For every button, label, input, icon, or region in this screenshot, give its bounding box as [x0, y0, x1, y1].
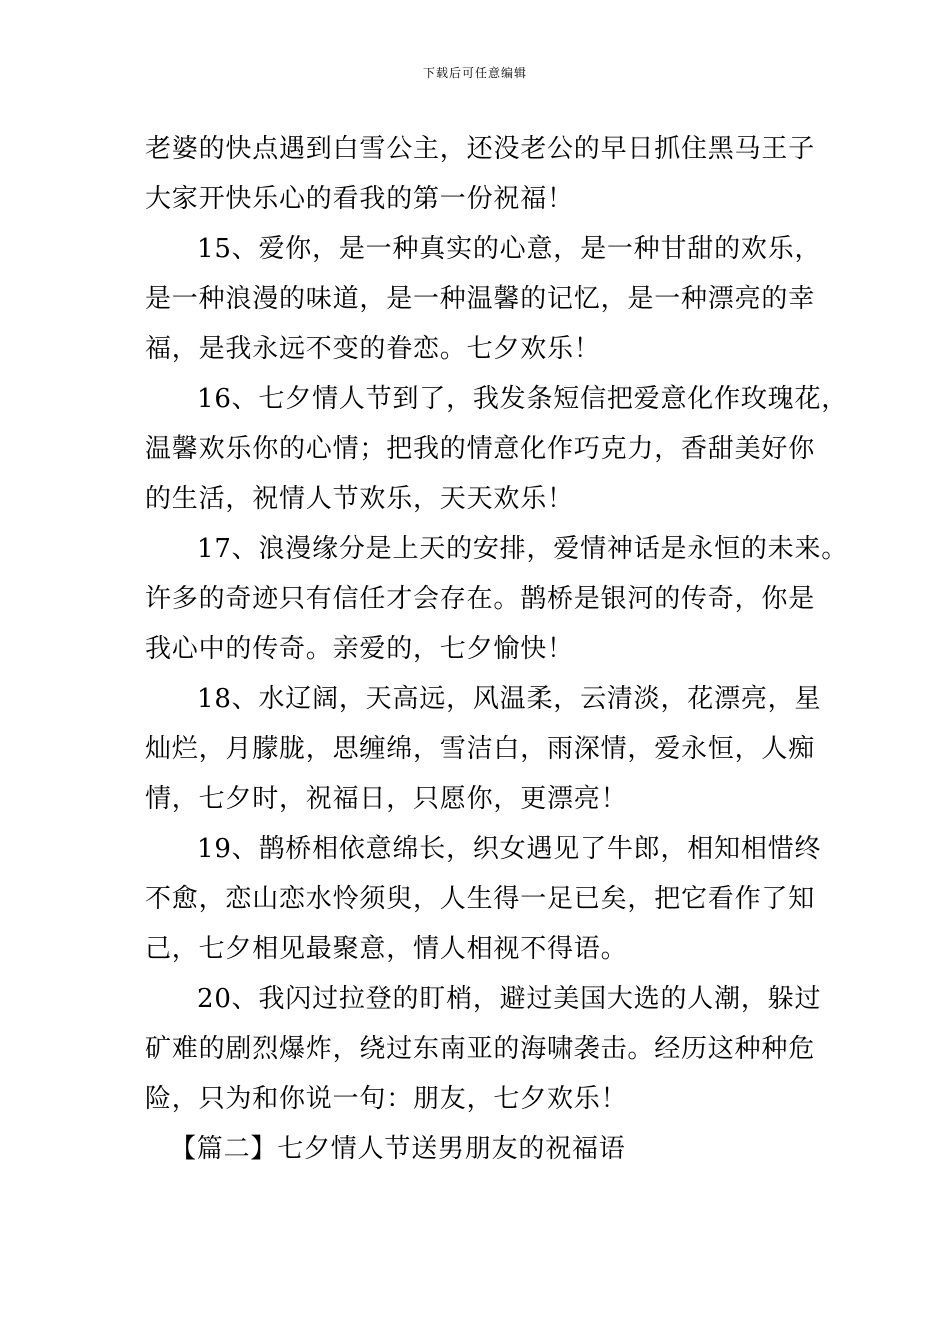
- text-line: 情，七夕时，祝福日，只愿你，更漂亮！: [145, 784, 628, 814]
- text-line: 矿难的剧烈爆炸，绕过东南亚的海啸袭击。经历这种种危: [145, 1034, 816, 1064]
- text-line: 温馨欢乐你的心情；把我的情意化作巧克力，香甜美好你: [145, 434, 816, 464]
- text-line: 18、水辽阔，天高远，风温柔，云清淡，花漂亮，星: [197, 684, 822, 714]
- text-line: 福，是我永远不变的眷恋。七夕欢乐！: [145, 334, 601, 364]
- text-line: 是一种浪漫的味道，是一种温馨的记忆，是一种漂亮的幸: [145, 284, 816, 314]
- text-line: 险，只为和你说一句：朋友，七夕欢乐！: [145, 1084, 628, 1114]
- text-line: 许多的奇迹只有信任才会存在。鹊桥是银河的传奇，你是: [145, 584, 816, 614]
- text-line: 己，七夕相见最聚意，情人相视不得语。: [145, 934, 628, 964]
- text-line: 17、浪漫缘分是上天的安排，爱情神话是永恒的未来。: [197, 534, 849, 564]
- page-header: 下载后可任意编辑: [422, 66, 527, 80]
- text-line: 我心中的传奇。亲爱的，七夕愉快！: [145, 634, 574, 664]
- text-line: 19、鹊桥相依意绵长，织女遇见了牛郎，相知相惜终: [197, 834, 822, 864]
- text-line: 老婆的快点遇到白雪公主，还没老公的早日抓住黑马王子: [145, 134, 816, 164]
- text-line: 大家开快乐心的看我的第一份祝福！: [145, 184, 574, 214]
- text-line: 灿烂，月朦胧，思缠绵，雪洁白，雨深情，爱永恒，人痴: [145, 734, 816, 764]
- text-line: 20、我闪过拉登的盯梢，避过美国大选的人潮，躲过: [197, 984, 822, 1014]
- text-line: 的生活，祝情人节欢乐，天天欢乐！: [145, 484, 574, 514]
- text-line: 15、爱你，是一种真实的心意，是一种甘甜的欢乐，: [197, 234, 822, 264]
- section-heading: 【篇二】七夕情人节送男朋友的祝福语: [170, 1134, 626, 1164]
- text-line: 不愈，恋山恋水怜须臾，人生得一足已矣，把它看作了知: [145, 884, 816, 914]
- text-line: 16、七夕情人节到了，我发条短信把爱意化作玫瑰花，: [197, 384, 849, 414]
